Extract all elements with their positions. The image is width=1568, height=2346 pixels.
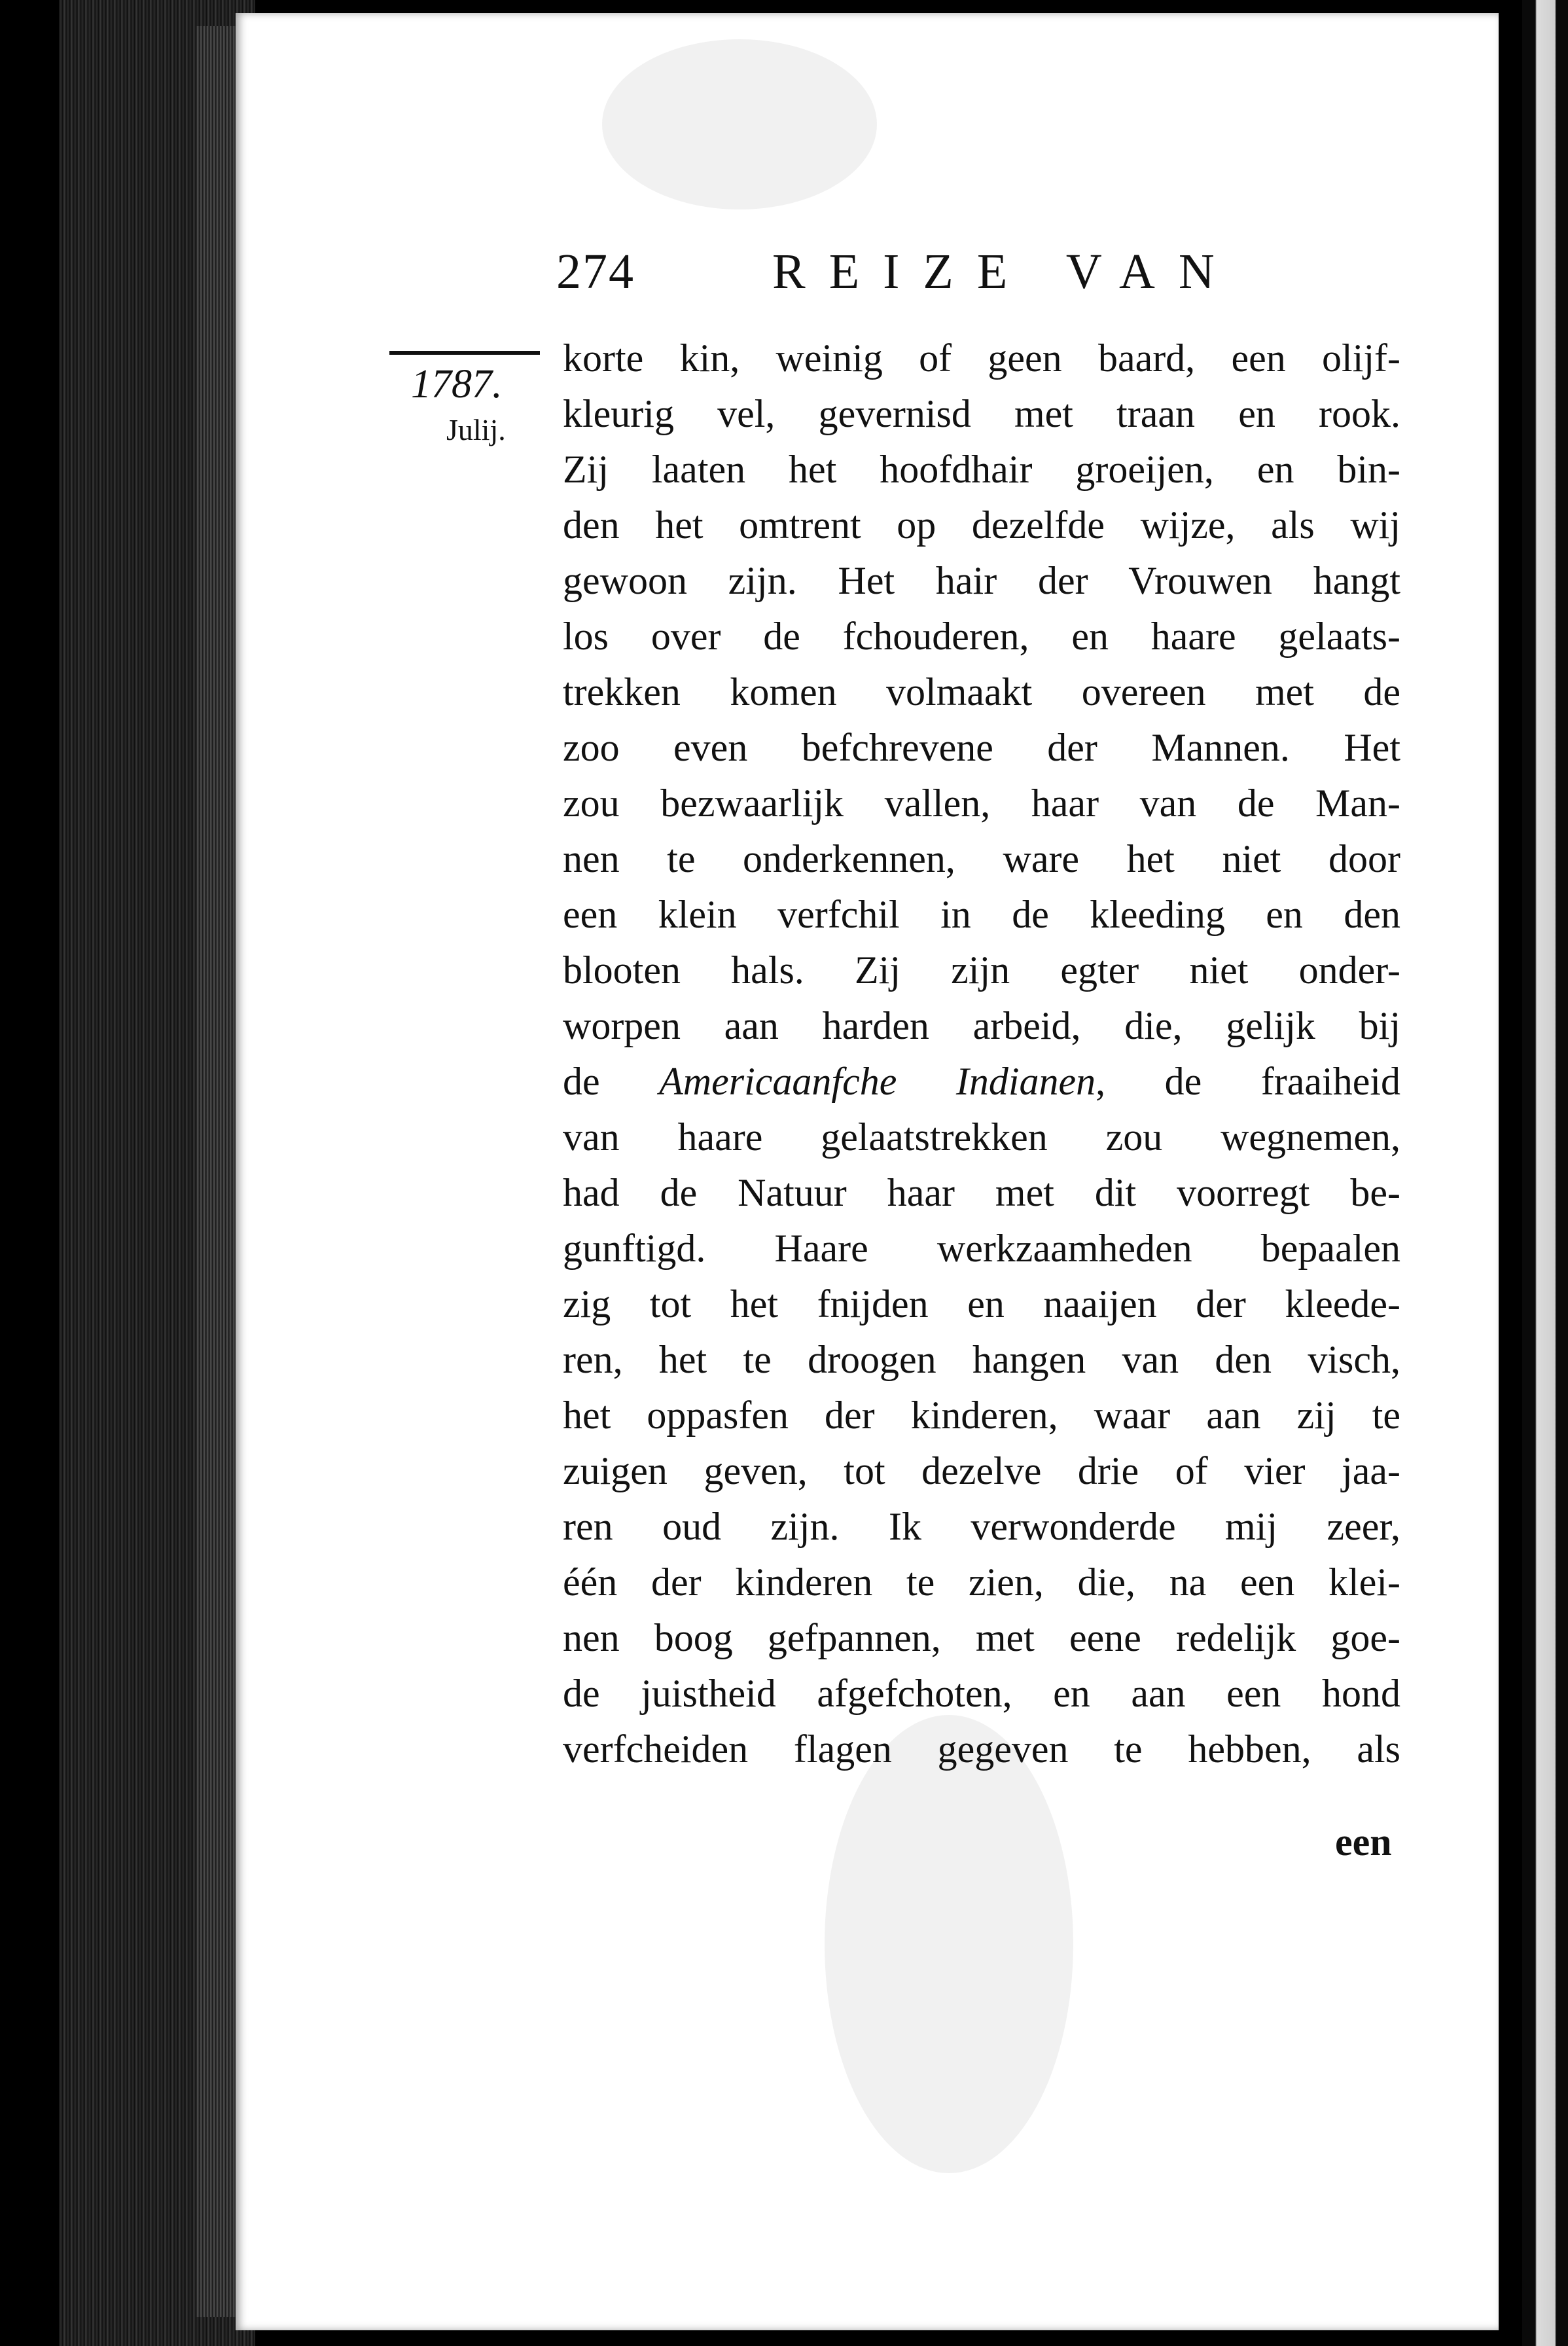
text-line: een klein verfchil in de kleeding en den	[563, 893, 1400, 936]
text-line: verfcheiden flagen gegeven te hebben, als	[563, 1727, 1400, 1771]
margin-note-month: Julij.	[446, 413, 506, 446]
text-line: trekken komen volmaakt overeen met de	[563, 670, 1400, 713]
text-line: gewoon zijn. Het hair der Vrouwen hangt	[563, 559, 1400, 602]
page-gutter-right	[1499, 13, 1522, 2330]
text-segment: , de fraaiheid	[1096, 1060, 1401, 1103]
text-line: ren, het te droogen hangen van den visch,	[563, 1338, 1400, 1381]
text-line: zuigen geven, tot dezelve drie of vier jaa-	[563, 1449, 1400, 1492]
text-line	[563, 1054, 1400, 1110]
running-head	[556, 244, 1250, 302]
text-line: worpen aan harden arbeid, die, gelijk bij	[563, 1004, 1400, 1047]
text-line: korte kin, weinig of geen baard, een olijf-	[563, 336, 1400, 380]
text-line: ren oud zijn. Ik verwonderde mij zeer,	[563, 1505, 1400, 1548]
text-line: Zij laaten het hoofdhair groeijen, en bin-	[563, 448, 1400, 491]
margin-note-year: 1787.	[411, 362, 503, 406]
text-line: de juistheid afgefchoten, en aan een hond	[563, 1672, 1400, 1715]
text-line: los over de fchouderen, en haare gelaats-	[563, 615, 1400, 658]
text-line: blooten hals. Zij zijn egter niet onder-	[563, 948, 1400, 992]
text-line: het oppasfen der kinderen, waar aan zij te	[563, 1394, 1400, 1437]
text-line: nen boog gefpannen, met eene redelijk goe-	[563, 1616, 1400, 1659]
paper-stain	[825, 1715, 1073, 2173]
text-line: van haare gelaatstrekken zou wegnemen,	[563, 1115, 1400, 1159]
page-edge-shadow	[196, 26, 236, 2317]
text-line: zig tot het fnijden en naaijen der kleede-	[563, 1282, 1400, 1326]
text-line: had de Natuur haar met dit voorregt be-	[563, 1171, 1400, 1214]
paper-stain	[602, 39, 877, 209]
catchword: een	[1335, 1820, 1392, 1864]
running-title: REIZE VAN	[772, 244, 1238, 299]
text-line: nen te onderkennen, ware het niet door	[563, 837, 1400, 880]
text-line: den het omtrent op dezelfde wijze, als wij	[563, 503, 1400, 547]
text-segment: de	[563, 1060, 660, 1103]
margin-rule	[389, 351, 540, 355]
italic-phrase: Americaanfche Indianen	[659, 1060, 1096, 1103]
body-text	[563, 331, 1400, 1777]
next-page-edge	[1522, 0, 1568, 2346]
text-line: één der kinderen te zien, die, na een klei-	[563, 1561, 1400, 1604]
text-line: kleurig vel, gevernisd met traan en rook.	[563, 392, 1400, 435]
text-line: gunftigd. Haare werkzaamheden bepaalen	[563, 1227, 1400, 1270]
text-line: zou bezwaarlijk vallen, haar van de Man-	[563, 782, 1400, 825]
page-number: 274	[556, 244, 635, 299]
text-line: zoo even befchrevene der Mannen. Het	[563, 726, 1400, 769]
